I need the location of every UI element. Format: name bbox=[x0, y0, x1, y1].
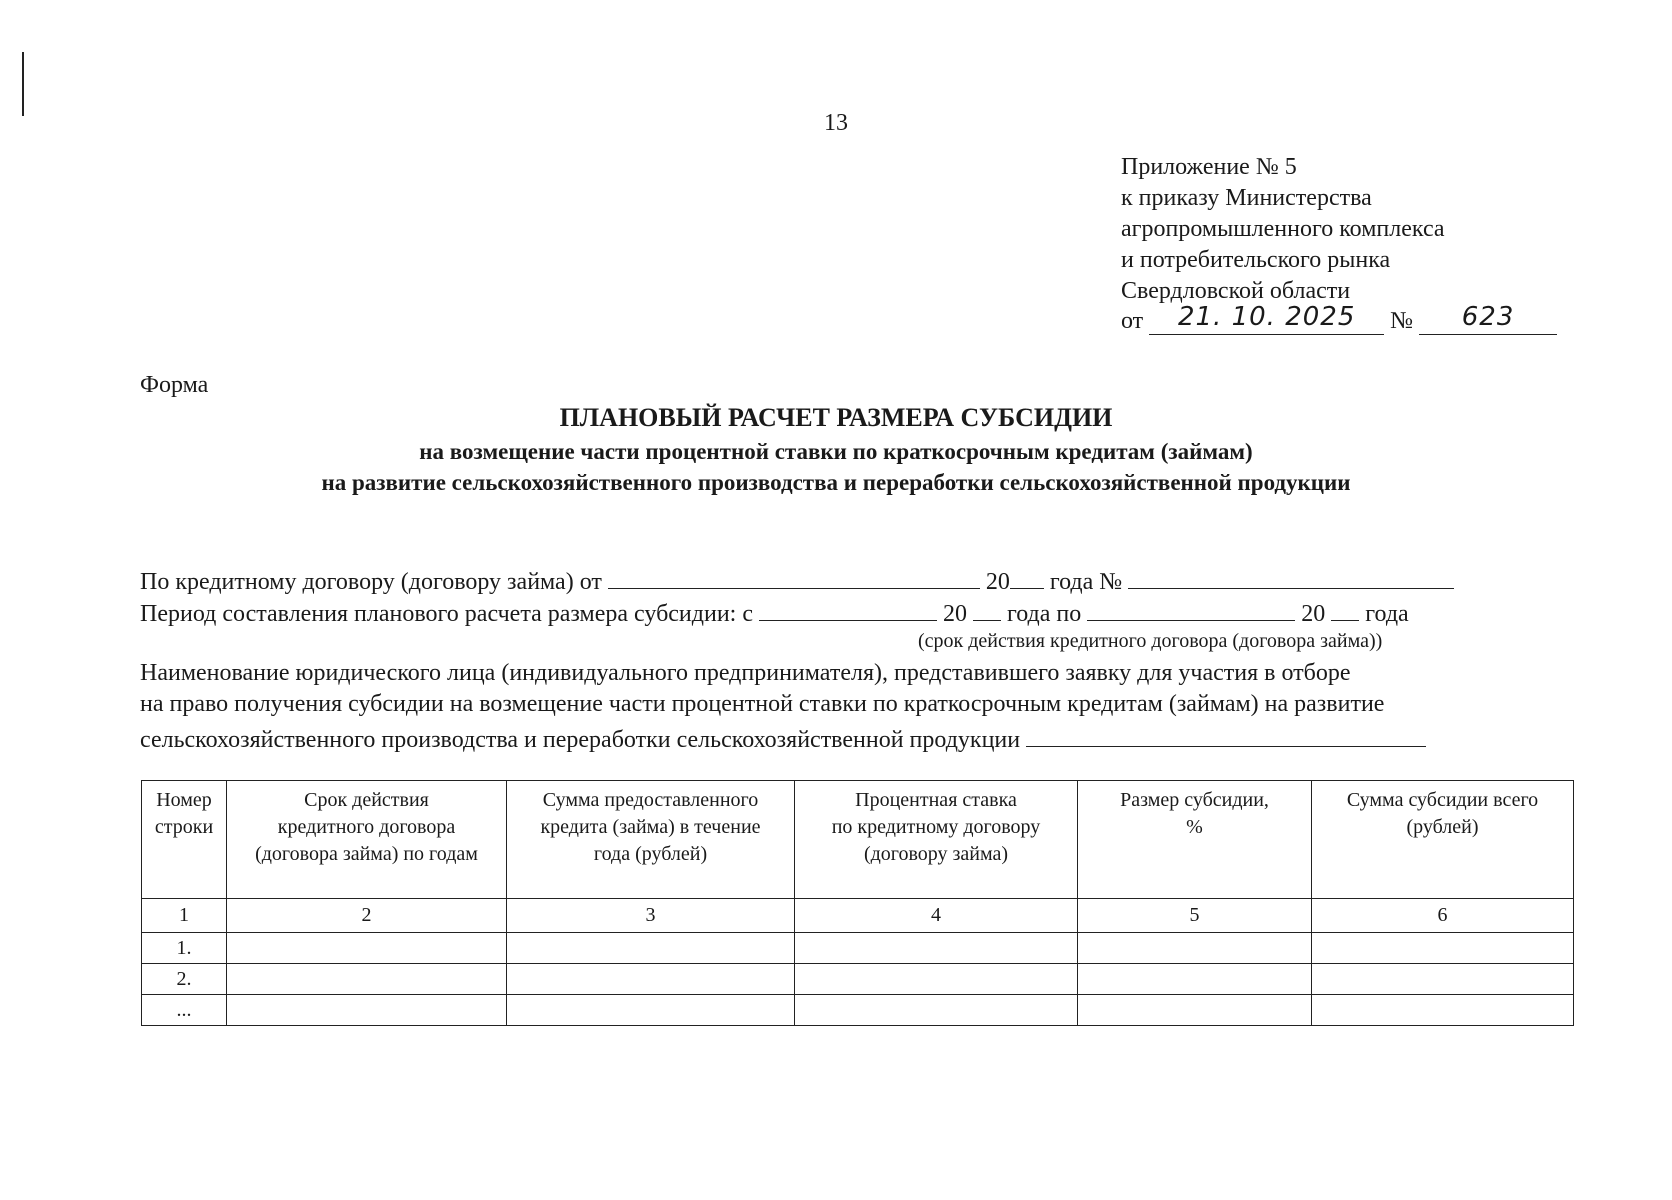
header-text: (договора займа) по годам bbox=[255, 843, 478, 865]
column-number: 6 bbox=[1312, 899, 1574, 933]
row-label: ... bbox=[142, 995, 227, 1026]
period-end-blank[interactable] bbox=[1087, 596, 1295, 621]
number-prefix: № bbox=[1390, 308, 1414, 334]
table-cell[interactable] bbox=[795, 933, 1078, 964]
document-title: ПЛАНОВЫЙ РАСЧЕТ РАЗМЕРА СУБСИДИИ bbox=[559, 403, 1113, 432]
org-line-3-text: сельскохозяйственного производства и переработки сельскохозяйственной продукции bbox=[140, 727, 1021, 753]
table-cell[interactable] bbox=[1312, 995, 1574, 1026]
contract-number-blank[interactable] bbox=[1128, 564, 1454, 589]
appendix-line: Приложение № 5 bbox=[1121, 154, 1297, 180]
year-prefix: 20 bbox=[1301, 601, 1326, 627]
org-line-2: на право получения субсидии на возмещение части процентной ставки по краткосрочным кредитам (займам) на развитие bbox=[140, 691, 1385, 717]
appendix-line: к приказу Министерства bbox=[1121, 185, 1372, 211]
header-text: года (рублей) bbox=[593, 843, 708, 865]
table-cell[interactable] bbox=[795, 964, 1078, 995]
org-line-1: Наименование юридического лица (индивидуального предпринимателя), представившего заявку для участия в отборе bbox=[140, 660, 1351, 686]
period-line bbox=[140, 596, 1409, 628]
table-row bbox=[142, 964, 1574, 995]
period-start-blank[interactable] bbox=[759, 596, 937, 621]
table-cell[interactable] bbox=[507, 964, 795, 995]
appendix-line: Свердловской области bbox=[1121, 278, 1351, 304]
subsidy-table bbox=[141, 780, 1574, 1026]
period-end-year-blank[interactable] bbox=[1331, 596, 1359, 621]
header-text: % bbox=[1186, 816, 1203, 838]
header-contract-term bbox=[227, 781, 507, 899]
org-line-3 bbox=[140, 722, 1426, 754]
year-prefix: 20 bbox=[943, 601, 967, 627]
header-interest-rate bbox=[795, 781, 1078, 899]
contract-line bbox=[140, 564, 1454, 596]
date-prefix: от bbox=[1121, 308, 1144, 334]
table-cell[interactable] bbox=[1312, 933, 1574, 964]
handwritten-number: 623 bbox=[1461, 302, 1515, 332]
table-cell[interactable] bbox=[507, 933, 795, 964]
scan-margin-mark bbox=[22, 52, 24, 116]
column-number: 3 bbox=[507, 899, 795, 933]
header-row-number bbox=[142, 781, 227, 899]
header-text: Номер bbox=[156, 789, 212, 811]
header-text: кредита (займа) в течение bbox=[540, 816, 761, 838]
table-cell[interactable] bbox=[1078, 933, 1312, 964]
period-by: года по bbox=[1007, 601, 1082, 627]
handwritten-date: 21. 10. 2025 bbox=[1177, 302, 1356, 332]
header-text: по кредитному договору bbox=[831, 816, 1041, 838]
table-cell[interactable] bbox=[507, 995, 795, 1026]
header-text: Срок действия bbox=[304, 789, 429, 811]
column-number: 1 bbox=[142, 899, 227, 933]
year-word: года bbox=[1049, 569, 1094, 595]
header-text: Процентная ставка bbox=[855, 789, 1017, 811]
order-date-field bbox=[1149, 302, 1384, 335]
row-label: 1. bbox=[142, 933, 227, 964]
table-cell[interactable] bbox=[1312, 964, 1574, 995]
header-text: кредитного договора bbox=[277, 816, 456, 838]
document-subtitle-1: на возмещение части процентной ставки по краткосрочным кредитам (займам) bbox=[419, 439, 1253, 464]
table-header-row bbox=[142, 781, 1574, 899]
column-number-row bbox=[142, 899, 1574, 933]
contract-year-blank[interactable] bbox=[1010, 564, 1044, 589]
table-row bbox=[142, 933, 1574, 964]
row-label: 2. bbox=[142, 964, 227, 995]
column-number: 4 bbox=[795, 899, 1078, 933]
header-text: Размер субсидии, bbox=[1120, 789, 1269, 811]
appendix-line: агропромышленного комплекса bbox=[1121, 216, 1445, 242]
table-cell[interactable] bbox=[227, 933, 507, 964]
number-sign: № bbox=[1099, 569, 1123, 595]
period-start-year-blank[interactable] bbox=[973, 596, 1001, 621]
header-text: строки bbox=[154, 816, 214, 838]
column-number: 2 bbox=[227, 899, 507, 933]
document-subtitle-2: на развитие сельскохозяйственного производства и переработки сельскохозяйственной продукции bbox=[321, 470, 1351, 495]
period-year-word: года bbox=[1365, 601, 1409, 627]
table-cell[interactable] bbox=[795, 995, 1078, 1026]
page-number: 13 bbox=[824, 110, 848, 136]
table-cell[interactable] bbox=[227, 995, 507, 1026]
column-number: 5 bbox=[1078, 899, 1312, 933]
form-label: Форма bbox=[140, 372, 209, 398]
header-loan-amount bbox=[507, 781, 795, 899]
appendix-block bbox=[1121, 152, 1445, 307]
table-cell[interactable] bbox=[227, 964, 507, 995]
appendix-line: и потребительского рынка bbox=[1121, 247, 1391, 273]
header-text: (договору займа) bbox=[863, 843, 1009, 865]
header-subsidy-percent bbox=[1078, 781, 1312, 899]
order-number-field bbox=[1419, 302, 1557, 335]
contract-date-blank[interactable] bbox=[608, 564, 980, 589]
table-cell[interactable] bbox=[1078, 995, 1312, 1026]
table-cell[interactable] bbox=[1078, 964, 1312, 995]
header-text: Сумма предоставленного bbox=[542, 789, 759, 811]
header-text: (рублей) bbox=[1406, 816, 1479, 838]
order-date-number-row bbox=[1121, 302, 1557, 335]
contract-prefix: По кредитному договору (договору займа) от bbox=[140, 569, 602, 595]
period-note: (срок действия кредитного договора (договора займа)) bbox=[918, 630, 1383, 652]
header-subsidy-total bbox=[1312, 781, 1574, 899]
period-prefix: Период составления планового расчета размера субсидии: с bbox=[140, 601, 753, 627]
org-name-blank[interactable] bbox=[1026, 722, 1426, 747]
table-row bbox=[142, 995, 1574, 1026]
year-prefix: 20 bbox=[985, 569, 1010, 595]
header-text: Сумма субсидии всего bbox=[1346, 789, 1539, 811]
